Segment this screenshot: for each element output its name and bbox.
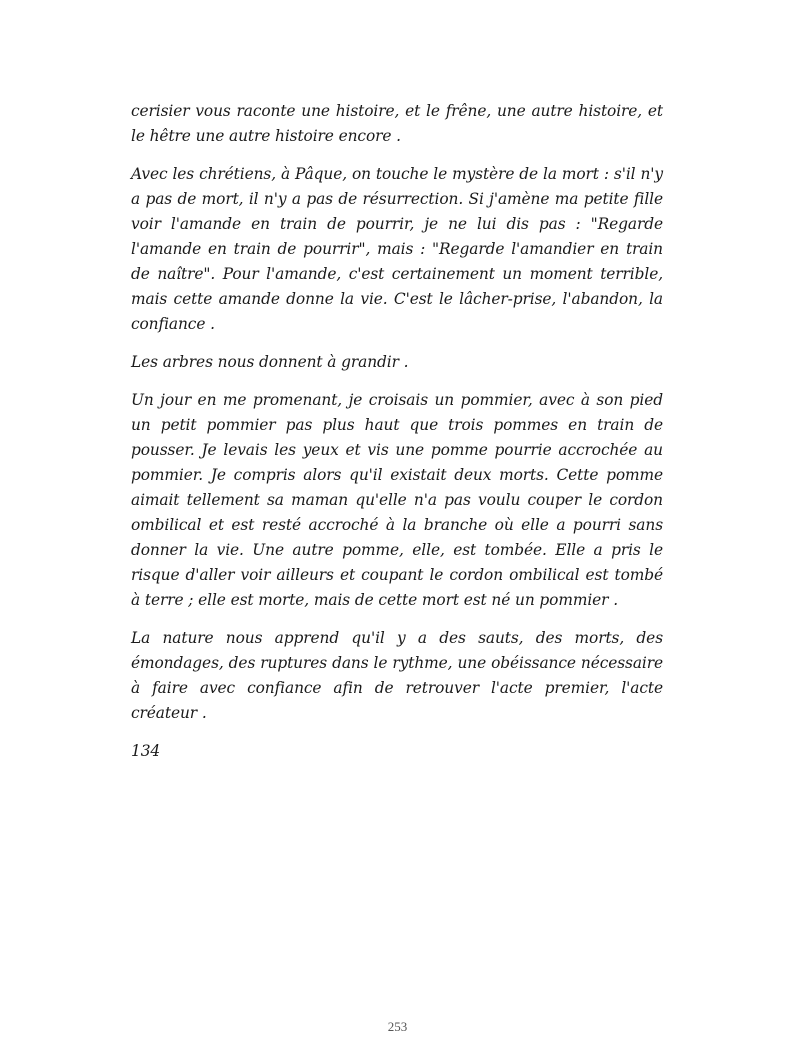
body-text [131,99,663,777]
paragraph-4: Un jour en me promenant, je croisais un pommier, avec à son pied un petit pommier pas plus haut que trois pommes en train de pousser. Je levais les yeux et vis une pomme pourrie accrochée au pommier. Je compris alors qu'il existait deux morts. Cette pomme aimait tellement sa maman qu'elle n'a pas voulu couper le cordon ombilical et est resté accroché à la branche où elle a pourri sans donner la vie. Une autre pomme, elle, est tombée. Elle a pris le risque d'aller voir ailleurs et coupant le cordon ombilical est tombé à terre ; elle est morte, mais de cette mort est né un pommier . [131,391,663,609]
paragraph-3: Les arbres nous donnent à grandir . [131,353,409,371]
inner-page-number: 134 [131,742,161,760]
page-number: 253 [387,1019,408,1034]
paragraph-5: La nature nous apprend qu'il y a des sauts, des morts, des émondages, des ruptures dans le rythme, une obéissance nécessaire à faire avec confiance afin de retrouver l'acte premier, l'acte créateur . [131,629,663,722]
paragraph-1: cerisier vous raconte une histoire, et le frêne, une autre histoire, et le hêtre une autre histoire encore . [131,102,663,145]
paragraph-2: Avec les chrétiens, à Pâque, on touche le mystère de la mort : s'il n'y a pas de mort, il n'y a pas de résurrection. Si j'amène ma petite fille voir l'amande en train de pourrir, je ne lui dis pas : "Regarde l'amande en train de pourrir", mais : "Regarde l'amandier en train de naître". Pour l'amande, c'est certainement un moment terrible, mais cette amande donne la vie. C'est le lâcher-prise, l'abandon, la confiance . [131,165,663,333]
